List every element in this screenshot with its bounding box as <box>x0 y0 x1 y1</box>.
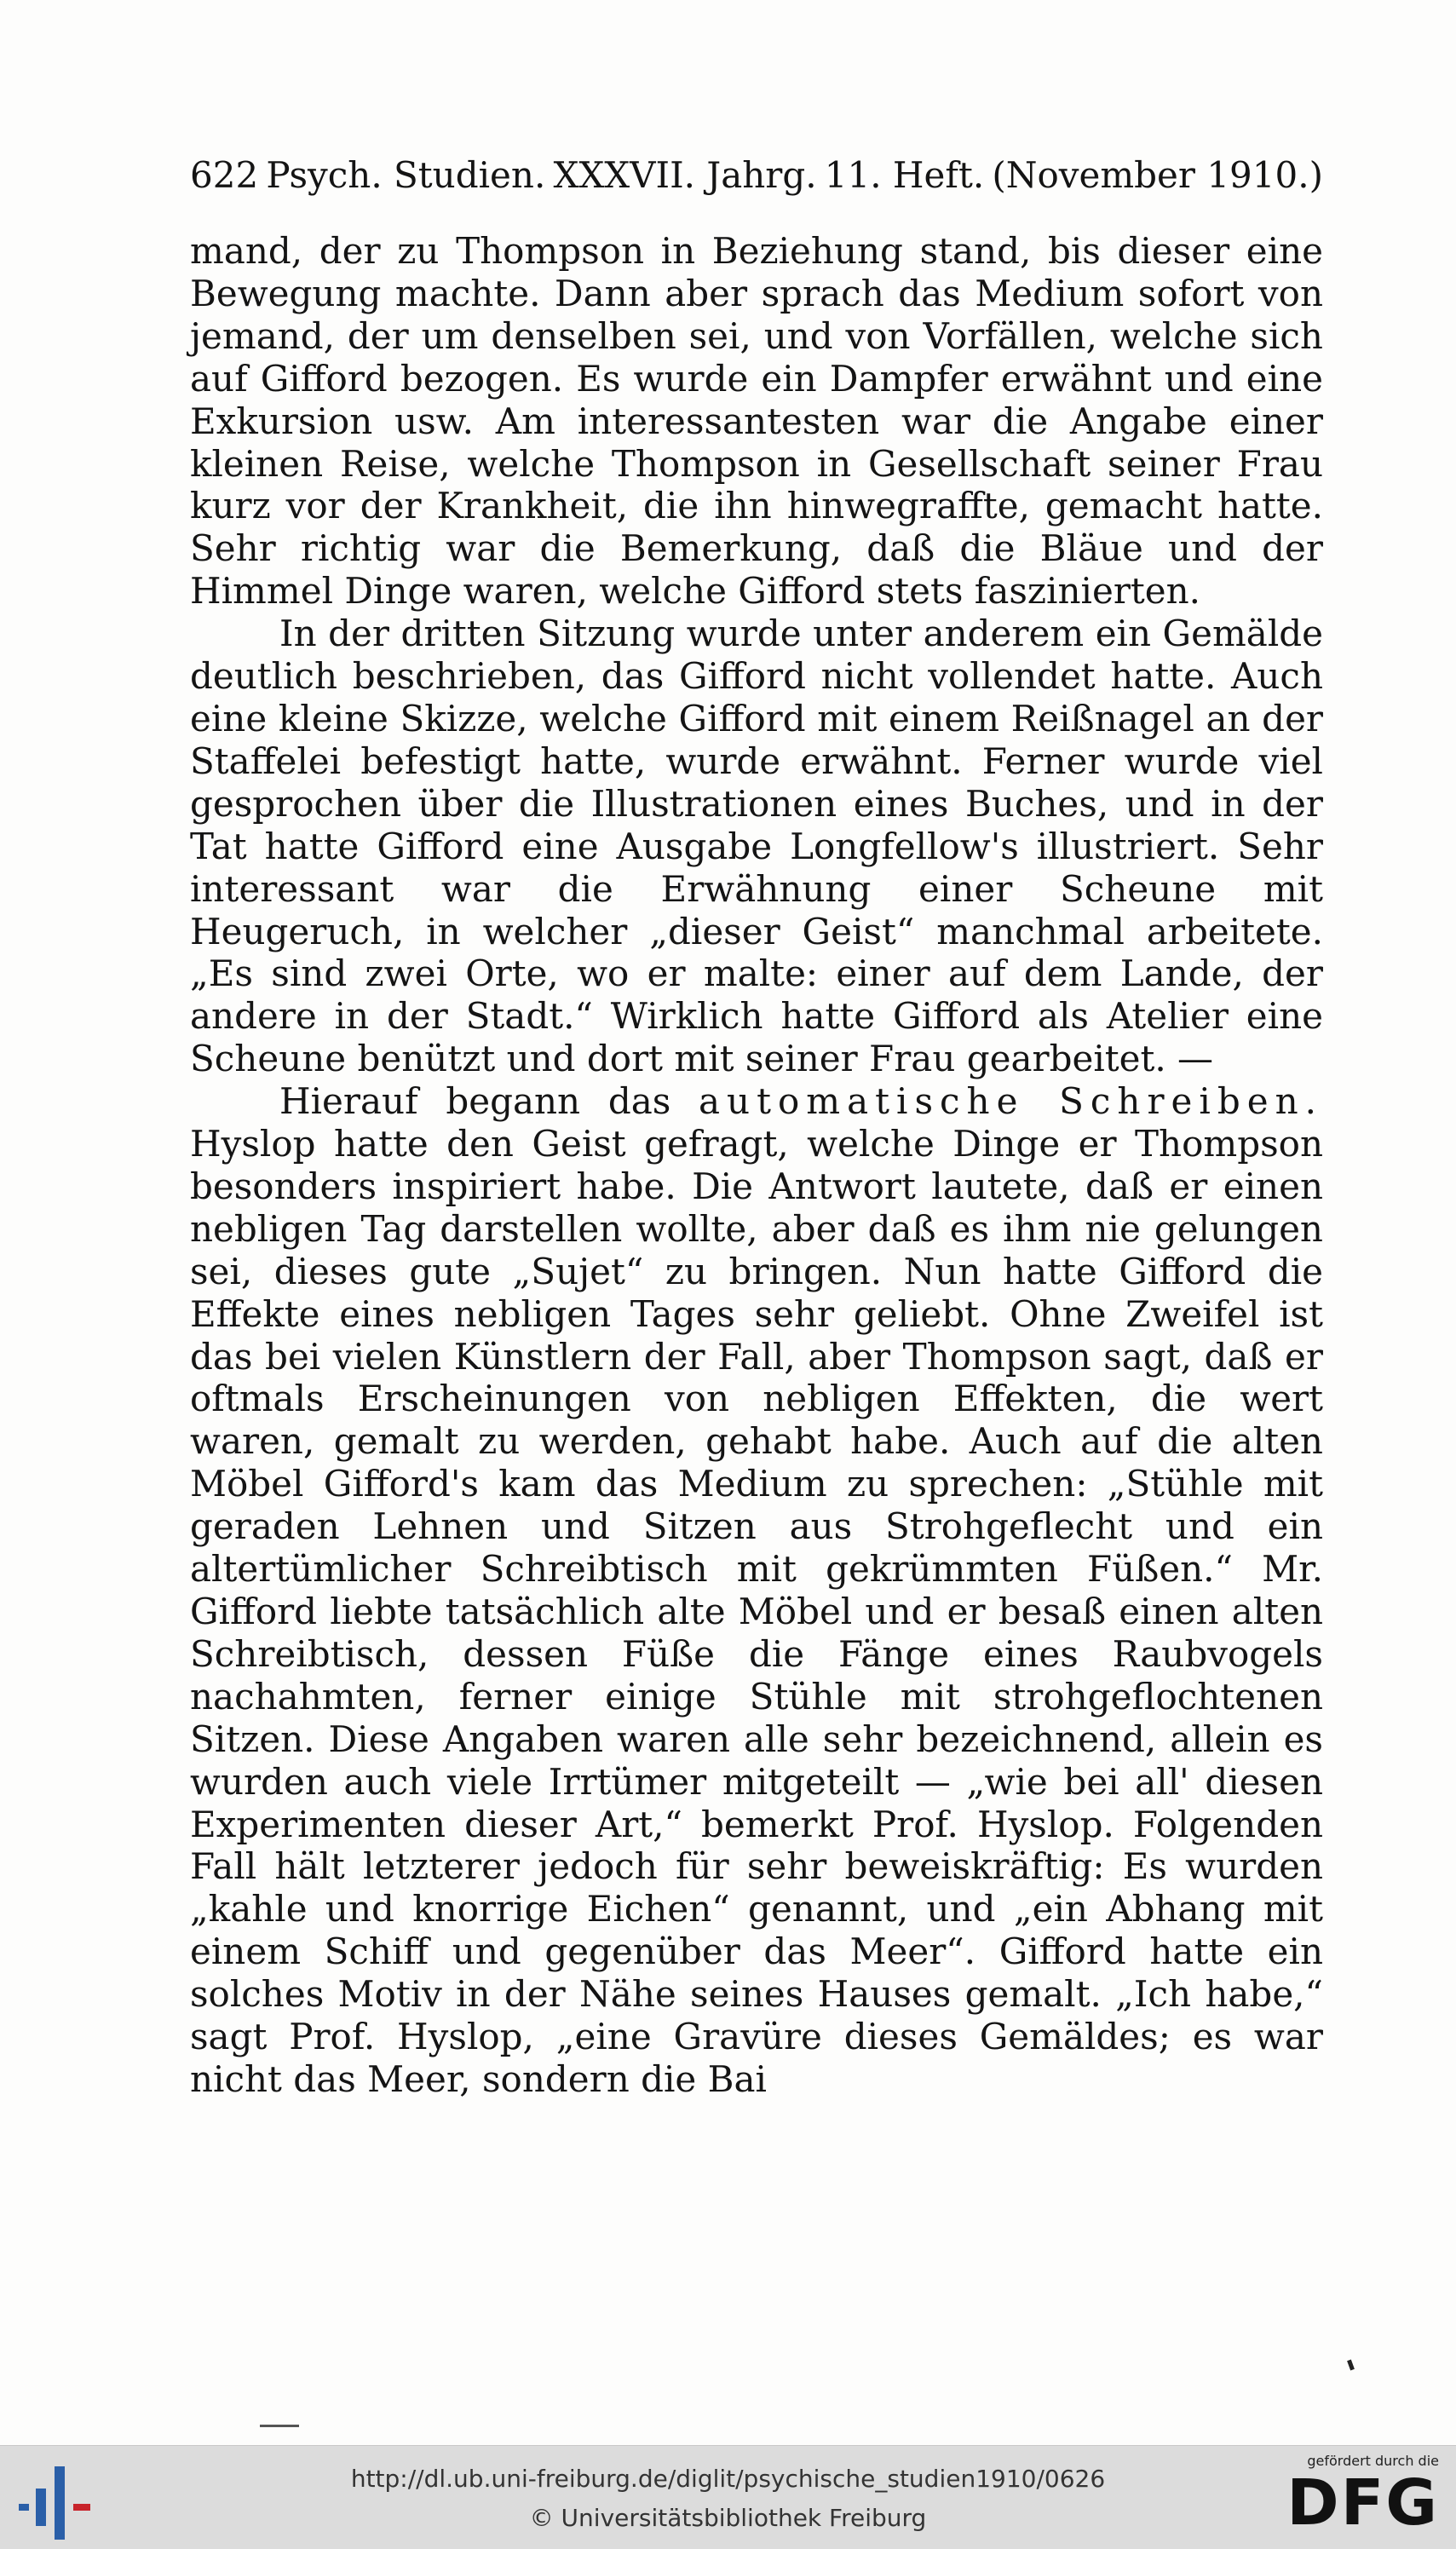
running-header <box>190 152 1323 199</box>
viewer-footer <box>0 2445 1456 2549</box>
paragraph-2: In der dritten Sitzung wurde unter anderem ein Gemälde deutlich beschrieben, das Gifford nicht vollendet hatte. Auch eine kleine Skizze, welche Gifford mit einem Reißnagel an der Staffelei befestigt hatte, wurde erwähnt. Ferner wurde viel gesprochen über die Illustrationen eines Buches, und in der Tat hatte Gifford eine Ausgabe Longfellow's illustriert. Sehr interessant war die Erwähnung einer Scheune mit Heugeruch, in welcher „dieser Geist“ manchmal arbeitete. „Es sind zwei Orte, wo er malte: einer auf dem Lande, der andere in der Stadt.“ Wirklich hatte Gifford als Atelier eine Scheune benützt und dort mit seiner Frau gearbeitet. — <box>190 613 1323 1080</box>
volume: XXXVII. Jahrg. <box>553 154 817 196</box>
spaced-emphasis: automatische Schreiben. <box>699 1080 1323 1123</box>
issue-date: (November 1910.) <box>992 154 1323 196</box>
body-text <box>190 230 1323 2101</box>
dfg-wordmark: DFG <box>1286 2466 1439 2540</box>
journal-title: Psych. Studien. <box>266 154 546 196</box>
permalink-url[interactable]: http://dl.ub.uni-freiburg.de/diglit/psychische_studien1910/0626 <box>350 2465 1106 2493</box>
dfg-tagline: gefördert durch die <box>1307 2453 1439 2469</box>
paragraph-1: mand, der zu Thompson in Beziehung stand, bis dieser eine Bewegung machte. Dann aber sprach das Medium sofort von jemand, der um denselben sei, und von Vorfällen, welche sich auf Gifford bezogen. Es wurde ein Dampfer erwähnt und eine Exkursion usw. Am interessantesten war die Angabe einer kleinen Reise, welche Thompson in Gesellschaft seiner Frau kurz vor der Krankheit, die ihn hinwegraffte, gemacht hatte. Sehr richtig war die Bemerkung, daß die Bläue und der Himmel Dinge waren, welche Gifford stets faszinierten. <box>190 230 1323 613</box>
dfg-logo <box>1277 2453 1439 2545</box>
page-number: 622 <box>190 154 259 196</box>
copyright-notice: © Universitätsbibliothek Freiburg <box>529 2504 927 2532</box>
issue: 11. Heft. <box>824 154 985 196</box>
paragraph-3-lead: Hierauf begann das <box>279 1080 671 1123</box>
paragraph-3 <box>190 1080 1323 2101</box>
print-speck <box>260 2425 299 2427</box>
paragraph-3-rest: Hyslop hatte den Geist gefragt, welche Dinge er Thompson besonders inspiriert habe. Die Antwort lautete, daß er einen nebligen Tag darstellen wollte, aber daß es ihm nie gelungen sei, dieses gute „Sujet“ zu bringen. Nun hatte Gifford die Effekte eines nebligen Tages sehr geliebt. Ohne Zweifel ist das bei vielen Künstlern der Fall, aber Thompson sagt, daß er oftmals Erscheinungen von nebligen Effekten, die wert waren, gemalt zu werden, gehabt habe. Auch auf die alten Möbel Gifford's kam das Medium zu sprechen: „Stühle mit geraden Lehnen und Sitzen aus Strohgeflecht und ein altertümlicher Schreibtisch mit gekrümmten Füßen.“ Mr. Gifford liebte tatsächlich alte Möbel und er besaß einen alten Schreibtisch, dessen Füße die Fänge eines Raubvogels nachahmten, ferner einige Stühle mit strohgeflochtenen Sitzen. Diese Angaben waren alle sehr bezeichnend, allein es wurden auch viele Irrtümer mitgeteilt — „wie bei all' diesen Experimenten dieser Art,“ bemerkt Prof. Hyslop. Folgenden Fall hält letzterer jedoch für sehr beweiskräftig: Es wurden „kahle und knorrige Eichen“ genannt, und „ein Abhang mit einem Schiff und gegenüber das Meer“. Gifford hatte ein solches Motiv in der Nähe seines Hauses gemalt. „Ich habe,“ sagt Prof. Hyslop, „eine Gravüre dieses Gemäldes; es war nicht das Meer, sondern die Bai <box>190 1123 1323 2100</box>
print-speck <box>1347 2360 1355 2371</box>
